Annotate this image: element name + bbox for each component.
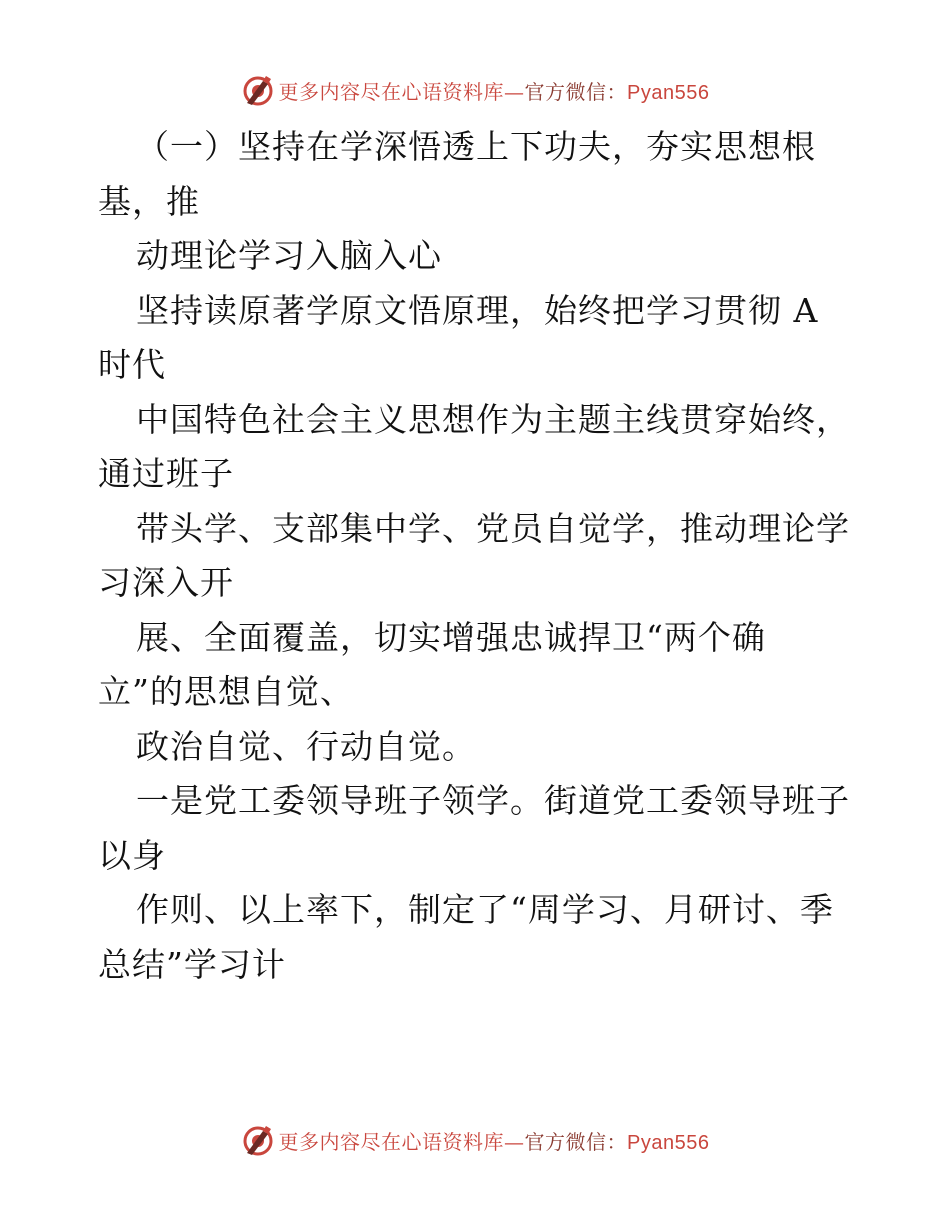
body-line: 立”的思想自觉、 <box>98 672 354 711</box>
body-line: 基，推 <box>98 181 200 221</box>
body-line: 以身 <box>98 835 166 875</box>
body-line: 时代 <box>98 345 166 384</box>
body-line: 通过班子 <box>98 454 234 493</box>
body-line: 作则、以上率下，制定了“周学习、月研讨、季 <box>136 890 834 929</box>
body-line: 动理论学习入脑入心 <box>136 236 442 275</box>
header-banner-wechat-id: Pyan556 <box>627 81 710 104</box>
header-banner-text <box>279 76 710 105</box>
footer-banner-wechat-label: 官方微信： <box>524 1129 628 1154</box>
body-line: 中国特色社会主义思想作为主题主线贯穿始终， <box>136 399 850 439</box>
body-line: 总结”学习计 <box>98 944 286 984</box>
pen-logo-icon <box>241 1123 275 1157</box>
header-banner-dash: — <box>504 79 525 104</box>
body-line: 坚持读原著学原文悟原理，始终把学习贯彻 A <box>136 290 819 330</box>
body-line: 一是党工委领导班子领学。街道党工委领导班子 <box>136 781 850 820</box>
header-banner-title: 更多内容尽在心语资料库 <box>278 79 505 104</box>
body-line: 带头学、支部集中学、党员自觉学，推动理论学 <box>136 508 850 548</box>
footer-banner-text <box>279 1126 710 1155</box>
body-line: 习深入开 <box>98 563 234 602</box>
footer-banner-dash: — <box>504 1129 525 1154</box>
pen-logo-icon <box>241 73 275 107</box>
header-banner <box>0 70 950 110</box>
body-line: （一）坚持在学深悟透上下功夫，夯实思想根 <box>136 127 816 166</box>
body-line: 政治自觉、行动自觉。 <box>136 726 476 766</box>
footer-banner-wechat-id: Pyan556 <box>627 1131 710 1154</box>
body-line: 展、全面覆盖，切实增强忠诚捍卫“两个确 <box>136 617 766 657</box>
header-banner-wechat-label: 官方微信： <box>524 79 628 104</box>
document-body <box>98 120 858 992</box>
footer-banner <box>0 1120 950 1160</box>
footer-banner-title: 更多内容尽在心语资料库 <box>278 1129 505 1154</box>
